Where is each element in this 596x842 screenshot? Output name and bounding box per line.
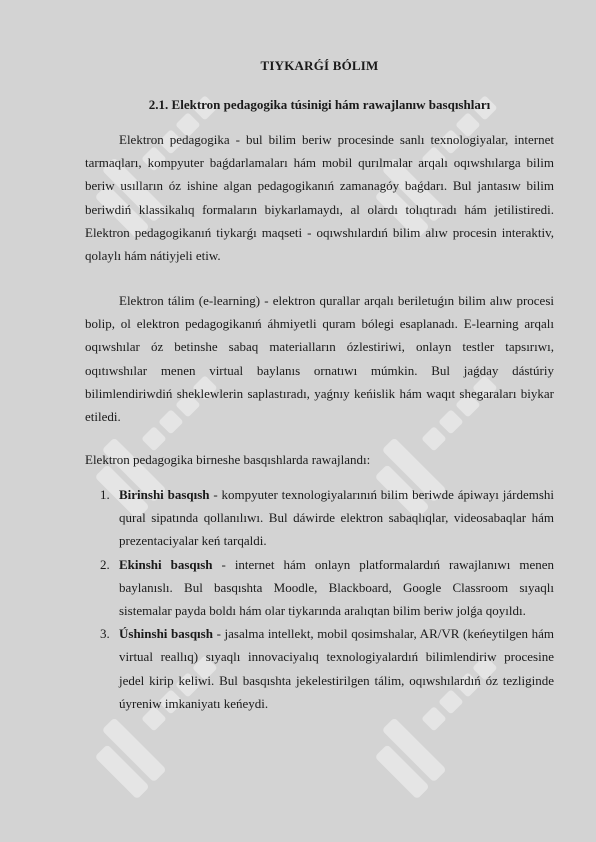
list-item-text: - kompyuter texnologiyalarınıń bilim beriwde ápiwayı járdemshi qural sipatında qollanılıwı. Bul dáwirde elektron sabaqlıqlar, videosabaqlar hám prezentaciyalar keń tarqaldi.	[119, 487, 554, 549]
list-item	[85, 553, 554, 623]
paragraph-1	[85, 128, 554, 267]
stages-list	[85, 483, 554, 715]
list-number: 3.	[100, 626, 110, 642]
list-item-title: Birinshi basqısh	[119, 487, 210, 502]
list-item	[85, 622, 554, 715]
paragraph-3: Elektron pedagogika birneshe basqıshlarda rawajlandı:	[85, 452, 371, 467]
list-item-title: Ekinshi basqısh	[119, 556, 213, 572]
list-item-text: - jasalma intellekt, mobil qosimshalar, AR/VR (keńeytilgen hám virtual reallıq) sıyaqlı innovaciyalıq texnologiyalardıń bilimlendiriw procesine jedel kirip keliwi. Bul basqıshta jekelestirilgen tálim, oqıwshılardıń óz tezliginde úyreniw imkaniyatı keńeydi.	[119, 626, 554, 711]
list-number: 2.	[100, 556, 110, 572]
subsection-heading: 2.1. Elektron pedagogika túsinigi hám rawajlanıw basqıshları	[148, 97, 491, 112]
list-item-text: - internet hám onlayn platformalardıń rawajlanıwı menen baylanıslı. Bul basqıshta Moodle, Blackboard, Google Classroom sıyaqlı sistemalar payda boldı hám olar tiykarında aralıqtan bilim beriw jolǵa qoyıldı.	[119, 556, 554, 619]
paragraph-2-text: Elektron tálim (e-learning) - elektron qurallar arqalı beriletuǵın bilim alıw procesi bolip, ol elektron pedagogikanıń áhmiyetli quram bólegi esaplanadı. E-learning arqalı oqıwshılar óz betinshe sabaq materialların ózlestiriwi, onlayn testler tapsırıwı, oqıtıwshılar menen virtual baylanıs ornatıwı múmkin. Bul jaǵday dástúriy bilimlendiriwdiń sheklewlerin saplastıradı, yaǵnıy keńislik hám waqıt shegaraları biykar etiledi.	[85, 293, 554, 425]
list-item	[85, 483, 554, 553]
list-number: 1.	[100, 487, 110, 502]
list-item-title: Úshinshi basqısh	[119, 626, 213, 642]
paragraph-1-text: Elektron pedagogika - bul bilim beriw procesinde sanlı texnologiyalar, internet tarmaqları, kompyuter baǵdarlamaları hám mobil qurılmalar arqalı oqıwshılarga bilim beriw usılların óz ishine algan pedagogikanıń zamanagóy baǵdarı. Bul jantasıw bilim beriwdiń klassikalıq formaların biykarlamaydı, al olardı tolıqtıradı hám jetilistiredi. Elektron pedagogikanıń tiykarǵı maqseti - oqıwshılardıń bilim alıw procesin interaktiv, qolaylı hám nátiyjeli etiw.	[85, 132, 554, 264]
section-heading: TIYKARǴÍ BÓLIM	[260, 58, 379, 73]
paragraph-2	[85, 289, 554, 428]
